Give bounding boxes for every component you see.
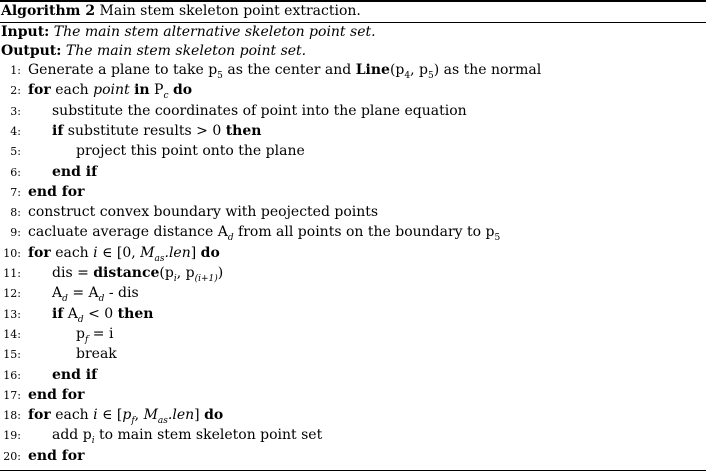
caption-rule bbox=[0, 22, 706, 23]
line-code bbox=[52, 285, 139, 305]
keyword: end if bbox=[52, 366, 98, 383]
line-number: 16: bbox=[3, 368, 21, 382]
code-text: as the center and bbox=[222, 62, 356, 78]
algorithm-label: Algorithm 2 bbox=[1, 3, 96, 19]
subscript: (i+1) bbox=[194, 273, 218, 284]
code-text: (p bbox=[389, 62, 405, 78]
line-code bbox=[52, 164, 97, 180]
algorithm-caption bbox=[1, 3, 361, 19]
keyword: end for bbox=[28, 447, 85, 464]
subscript: d bbox=[62, 294, 68, 305]
code-text: each bbox=[50, 82, 94, 99]
keyword: distance bbox=[93, 265, 160, 281]
input-label: Input: bbox=[1, 24, 50, 40]
code-text: dis = bbox=[52, 265, 94, 281]
subscript: as bbox=[154, 253, 165, 264]
code-text: Generate a plane to take p bbox=[28, 62, 218, 78]
keyword: for bbox=[28, 244, 51, 261]
code-text: cacluate average distance A bbox=[28, 224, 228, 241]
code-text: break bbox=[76, 346, 117, 363]
subscript: d bbox=[77, 314, 84, 325]
line-number: 10: bbox=[3, 246, 21, 260]
line-code bbox=[28, 82, 193, 102]
line-code bbox=[76, 346, 117, 362]
line-number: 7: bbox=[10, 185, 21, 199]
subscript: 5 bbox=[427, 70, 434, 81]
code-text: ] bbox=[194, 407, 205, 424]
code-text: .len bbox=[167, 407, 195, 424]
keyword: do bbox=[200, 244, 220, 261]
line-code bbox=[52, 367, 97, 383]
code-text: M bbox=[140, 244, 155, 261]
line-number: 20: bbox=[3, 449, 21, 463]
code-text: ) as the normal bbox=[433, 62, 542, 78]
code-text: A bbox=[52, 285, 63, 302]
code-text: - dis bbox=[104, 285, 139, 302]
subscript: as bbox=[157, 415, 168, 426]
line-code bbox=[28, 407, 224, 426]
line-code bbox=[52, 103, 467, 119]
keyword: if bbox=[52, 122, 64, 139]
code-text: point bbox=[93, 82, 130, 99]
subscript: d bbox=[227, 233, 234, 244]
keyword: end if bbox=[52, 163, 98, 180]
line-code bbox=[76, 325, 114, 345]
subscript: c bbox=[163, 91, 169, 102]
subscript: 4 bbox=[404, 70, 411, 81]
line-code bbox=[28, 448, 85, 464]
code-text: ∈ [0, bbox=[97, 244, 141, 261]
line-number: 6: bbox=[10, 165, 21, 179]
line-number: 8: bbox=[10, 206, 21, 220]
code-text: to main stem skeleton point set bbox=[94, 427, 323, 444]
keyword: for bbox=[28, 82, 51, 99]
line-number: 4: bbox=[10, 124, 21, 138]
code-text: add p bbox=[52, 427, 92, 444]
input-text: The main stem alternative skeleton point set. bbox=[53, 24, 376, 40]
line-code bbox=[52, 305, 154, 325]
line-number: 17: bbox=[3, 388, 21, 402]
keyword: in bbox=[134, 82, 150, 99]
code-text: , p bbox=[410, 62, 428, 78]
line-number: 1: bbox=[10, 64, 21, 77]
line-code bbox=[52, 427, 323, 447]
line-code bbox=[28, 387, 85, 403]
code-text: i bbox=[93, 407, 98, 424]
line-number: 19: bbox=[3, 429, 21, 443]
output-text: The main stem skeleton point set. bbox=[65, 43, 307, 59]
keyword: do bbox=[172, 82, 193, 99]
subscript: f bbox=[84, 334, 89, 345]
line-code bbox=[28, 244, 220, 264]
algorithm-title: Main stem skeleton point extraction. bbox=[99, 3, 361, 19]
output-label: Output: bbox=[1, 43, 62, 59]
code-text: = A bbox=[67, 285, 99, 302]
subscript: d bbox=[98, 294, 105, 305]
line-number: 14: bbox=[3, 327, 21, 341]
line-code bbox=[28, 224, 501, 244]
code-text: < 0 bbox=[83, 305, 118, 322]
top-rule bbox=[0, 0, 706, 2]
code-text: substitute the coordinates of point into the plane equation bbox=[52, 102, 467, 119]
code-text: p bbox=[122, 407, 132, 424]
line-number: 11: bbox=[3, 267, 21, 280]
keyword: for bbox=[28, 407, 51, 424]
keyword: then bbox=[225, 122, 262, 139]
subscript: 5 bbox=[494, 233, 501, 244]
code-text: each bbox=[50, 244, 94, 261]
code-text: ] bbox=[190, 244, 201, 261]
keyword: end for bbox=[28, 183, 85, 200]
subscript: i bbox=[173, 273, 177, 284]
code-text: i bbox=[93, 244, 98, 261]
code-text: substitute results > 0 bbox=[63, 122, 226, 139]
keyword: if bbox=[52, 305, 64, 322]
keyword: end for bbox=[28, 386, 85, 403]
code-text: construct convex boundary with peojected points bbox=[28, 204, 379, 221]
code-text: ∈ [ bbox=[97, 407, 123, 424]
line-number: 9: bbox=[10, 226, 21, 240]
output-line bbox=[1, 43, 306, 59]
keyword: then bbox=[117, 305, 154, 322]
code-text: project this point onto the plane bbox=[76, 143, 305, 160]
code-text: , bbox=[134, 407, 144, 424]
keyword: Line bbox=[355, 62, 390, 78]
line-number: 2: bbox=[10, 84, 21, 98]
line-number: 3: bbox=[10, 104, 21, 118]
line-number: 15: bbox=[3, 348, 21, 362]
line-number: 13: bbox=[3, 307, 21, 321]
code-text: = i bbox=[88, 325, 114, 342]
line-number: 12: bbox=[3, 287, 21, 301]
input-line bbox=[1, 24, 376, 40]
line-code bbox=[28, 62, 542, 81]
line-code bbox=[52, 265, 224, 284]
code-text: , p bbox=[176, 265, 195, 281]
code-text: M bbox=[143, 407, 158, 424]
code-text: P bbox=[149, 82, 164, 99]
subscript: i bbox=[91, 436, 95, 447]
subscript: 5 bbox=[217, 70, 223, 81]
line-number: 5: bbox=[10, 145, 21, 159]
line-code bbox=[28, 204, 378, 220]
code-text: ) bbox=[217, 265, 224, 281]
code-text: A bbox=[63, 305, 78, 322]
subscript: f bbox=[131, 415, 135, 426]
code-text: .len bbox=[164, 244, 191, 261]
bottom-rule bbox=[0, 470, 706, 471]
line-code bbox=[76, 143, 305, 159]
keyword: do bbox=[204, 407, 224, 424]
code-text: each bbox=[50, 407, 94, 424]
code-text: p bbox=[76, 325, 85, 342]
code-text: (p bbox=[159, 265, 174, 281]
code-text: from all points on the boundary to p bbox=[233, 224, 495, 241]
line-code bbox=[52, 123, 261, 139]
line-code bbox=[28, 184, 85, 200]
line-number: 18: bbox=[3, 409, 21, 423]
